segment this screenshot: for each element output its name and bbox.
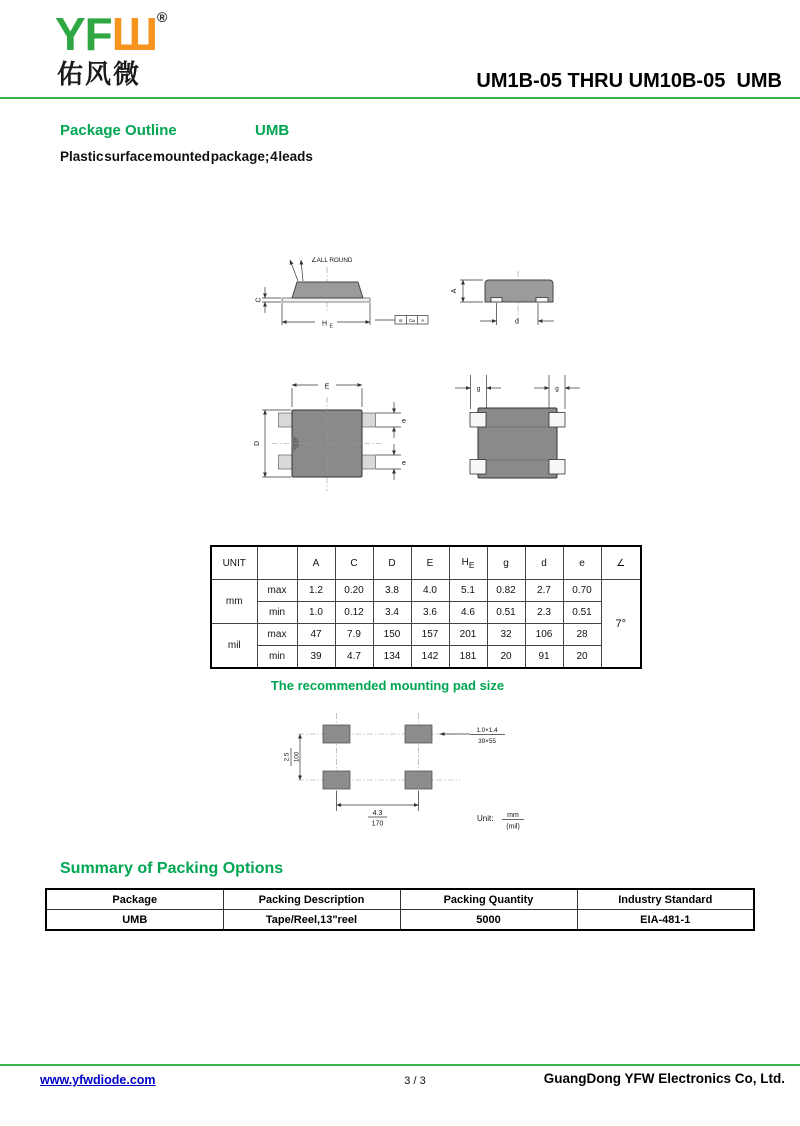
dim-cell: 157: [411, 624, 449, 646]
dim-label-g-right: g: [555, 385, 559, 393]
unit-mil: (mil): [506, 823, 520, 831]
dim-header-e: E: [411, 546, 449, 580]
dim-unit-mm: mm: [211, 580, 257, 624]
dim-unit-mil: mil: [211, 624, 257, 669]
pad-size-mm: 1.0×1.4: [476, 727, 498, 734]
top-view-drawing: [254, 379, 406, 491]
side-view-drawing: [256, 257, 429, 330]
dim-cell: 3.4: [373, 602, 411, 624]
packing-table: [45, 888, 755, 931]
packing-cell-package: UMB: [46, 910, 223, 931]
dim-cell: 0.51: [563, 602, 601, 624]
dim-header-unit: UNIT: [211, 546, 257, 580]
dim-cell: 28: [563, 624, 601, 646]
dim-cell: 4.6: [449, 602, 487, 624]
pad-top-right: [405, 725, 432, 743]
package-description: Plastic surface mounted package; 4 leads: [60, 149, 313, 164]
unit-note: [477, 812, 524, 831]
dim-cell: 20: [563, 646, 601, 669]
packing-header-package: Package: [46, 889, 223, 910]
logo-text-yf: YF: [55, 8, 112, 60]
packing-header-description: Packing Description: [223, 889, 400, 910]
dim-header-g: g: [487, 546, 525, 580]
pad-pitch-vertical-dim: [284, 748, 301, 766]
tolerance-cell-2: C⌀: [409, 317, 415, 323]
dim-cell: 32: [487, 624, 525, 646]
dim-bound-label: max: [257, 624, 297, 646]
logo-text-w: Ш: [111, 8, 158, 60]
dim-header-angle: ∠: [601, 546, 641, 580]
dim-cell: 106: [525, 624, 563, 646]
tolerance-cell-1: ⊖: [398, 317, 403, 323]
package-outline-drawings: [215, 245, 645, 505]
dim-label-he: H: [322, 320, 328, 328]
registered-trademark-icon: ®: [157, 9, 168, 25]
packing-options-heading: Summary of Packing Options: [60, 860, 284, 877]
pad-bottom-left: [323, 771, 350, 789]
dim-cell: 181: [449, 646, 487, 669]
packing-header-standard: Industry Standard: [577, 889, 754, 910]
dim-cell: 2.3: [525, 602, 563, 624]
dim-bound-label: min: [257, 602, 297, 624]
website-link[interactable]: www.yfwdiode.com: [40, 1073, 156, 1087]
all-round-label: ∠ALL ROUND: [311, 257, 353, 264]
dim-cell: 7.9: [335, 624, 373, 646]
dim-cell: 0.70: [563, 580, 601, 602]
dim-bound-label: min: [257, 646, 297, 669]
dimension-table: [210, 545, 642, 669]
header-divider: [0, 97, 800, 99]
dim-angle-value: 7°: [601, 580, 641, 669]
dim-label-he-sub: E: [329, 323, 333, 330]
dim-cell: 91: [525, 646, 563, 669]
packing-cell-description: Tape/Reel,13"reel: [223, 910, 400, 931]
dim-label-a: A: [451, 288, 458, 294]
dim-bound-label: max: [257, 580, 297, 602]
dim-cell: 134: [373, 646, 411, 669]
dim-header-c: C: [335, 546, 373, 580]
section-heading-package-outline: Package Outline: [60, 122, 177, 139]
dim-cell: 150: [373, 624, 411, 646]
dim-cell: 3.6: [411, 602, 449, 624]
dim-header-h: H: [461, 556, 469, 568]
dim-header-d: D: [373, 546, 411, 580]
dim-label-e-pitch-bottom: e: [402, 460, 406, 467]
dim-cell: 4.0: [411, 580, 449, 602]
dim-cell: 5.1: [449, 580, 487, 602]
dim-cell: 0.51: [487, 602, 525, 624]
dim-cell: 2.7: [525, 580, 563, 602]
dim-header-d-small: d: [525, 546, 563, 580]
company-logo: [55, 8, 168, 60]
bottom-view-drawing: [455, 375, 580, 478]
dim-label-g-left: g: [476, 385, 481, 393]
dim-label-d-lead: d: [515, 318, 519, 326]
dim-cell: 4.7: [335, 646, 373, 669]
dim-cell: 0.82: [487, 580, 525, 602]
dim-label-d-body: D: [254, 440, 261, 447]
dim-cell: 47: [297, 624, 335, 646]
unit-mm: mm: [507, 812, 519, 819]
dim-cell: 201: [449, 624, 487, 646]
tolerance-frame: [395, 316, 428, 325]
unit-label: Unit:: [477, 814, 494, 823]
dim-label-c: C: [255, 297, 263, 303]
dim-cell: 142: [411, 646, 449, 669]
page-number: 3 / 3: [404, 1075, 426, 1087]
packing-header-quantity: Packing Quantity: [400, 889, 577, 910]
dim-cell: 0.20: [335, 580, 373, 602]
packing-cell-quantity: 5000: [400, 910, 577, 931]
dim-cell: 1.0: [297, 602, 335, 624]
dim-label-e-body: E: [324, 383, 330, 391]
dim-cell: 3.8: [373, 580, 411, 602]
pad-pitch-vertical-mm: 2.5: [283, 752, 291, 762]
package-name-label: UMB: [255, 122, 290, 139]
company-name: GuangDong YFW Electronics Co, Ltd.: [543, 1071, 785, 1086]
document-title: UM1B-05 THRU UM10B-05 UMB: [476, 70, 782, 92]
pad-pitch-horizontal-mm: 4.3: [372, 810, 383, 817]
pad-top-left: [323, 725, 350, 743]
logo-chinese-name: 佑风微: [57, 59, 142, 89]
tolerance-cell-3: A: [421, 317, 425, 323]
packing-cell-standard: EIA-481-1: [577, 910, 754, 931]
pad-pitch-vertical-mil: 100: [293, 751, 301, 763]
dim-cell: 0.12: [335, 602, 373, 624]
dim-header-he: [449, 546, 487, 580]
dim-cell: 20: [487, 646, 525, 669]
footer-divider: [0, 1064, 800, 1066]
dim-label-e-pitch-top: e: [402, 418, 406, 425]
pad-size-mil: 39×55: [478, 738, 496, 745]
dim-header-a: A: [297, 546, 335, 580]
mounting-pad-drawing: [280, 705, 540, 845]
mounting-pad-heading: The recommended mounting pad size: [270, 678, 505, 693]
end-view-drawing: [451, 271, 554, 326]
dim-cell: 1.2: [297, 580, 335, 602]
dim-header-h-sub: E: [468, 559, 475, 570]
pad-bottom-right: [405, 771, 432, 789]
dim-header-e-small: e: [563, 546, 601, 580]
pad-pitch-horizontal-mil: 170: [371, 820, 384, 828]
dim-cell: 39: [297, 646, 335, 669]
dim-header-blank: [257, 546, 297, 580]
